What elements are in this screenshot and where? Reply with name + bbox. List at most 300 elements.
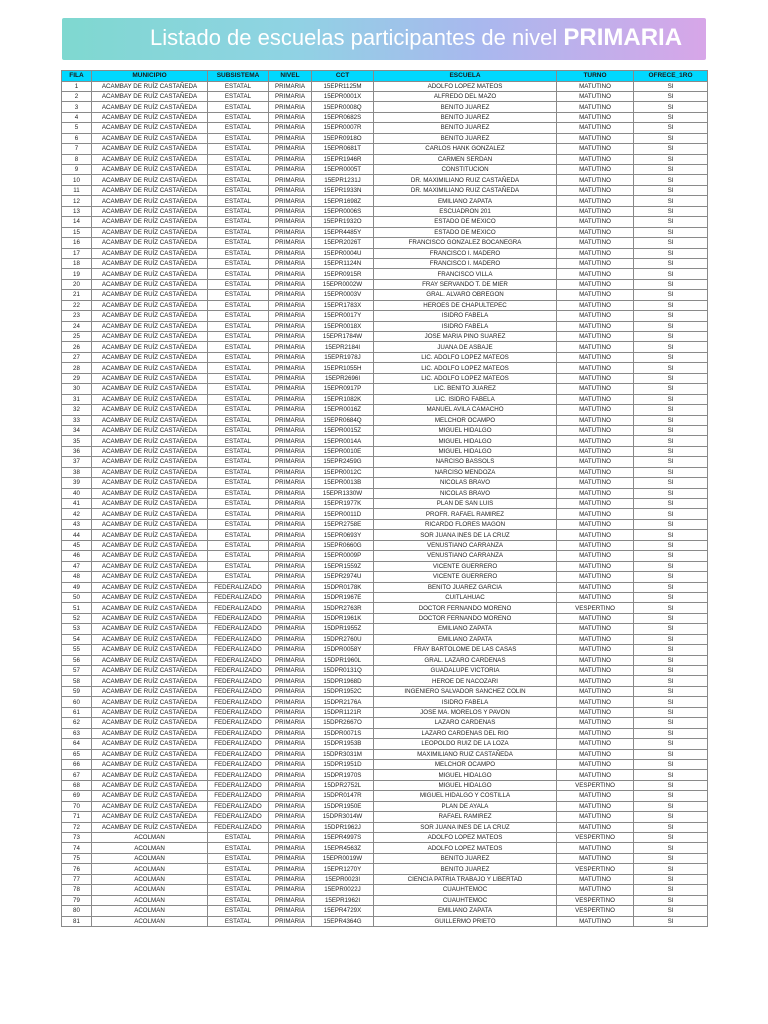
cell-col-turno: VESPERTINO xyxy=(557,906,634,916)
cell-col-fila: 64 xyxy=(62,739,92,749)
cell-col-cct: 15DPR1961K xyxy=(312,613,374,623)
cell-col-subsistema: ESTATAL xyxy=(208,833,269,843)
table-row xyxy=(62,645,708,655)
cell-col-municipio: ACAMBAY DE RUÍZ CASTAÑEDA xyxy=(92,425,208,435)
cell-col-subsistema: FEDERALIZADO xyxy=(208,645,269,655)
table-row xyxy=(62,290,708,300)
table-row xyxy=(62,916,708,926)
table-row xyxy=(62,812,708,822)
cell-col-municipio: ACAMBAY DE RUÍZ CASTAÑEDA xyxy=(92,478,208,488)
cell-col-cct: 15EPR1231J xyxy=(312,175,374,185)
cell-col-subsistema: ESTATAL xyxy=(208,352,269,362)
cell-col-municipio: ACAMBAY DE RUÍZ CASTAÑEDA xyxy=(92,112,208,122)
table-row xyxy=(62,123,708,133)
cell-col-escuela: BENITO JUAREZ GARCIA xyxy=(374,582,557,592)
cell-col-escuela: PROFR. RAFAEL RAMIREZ xyxy=(374,509,557,519)
cell-col-turno: MATUTINO xyxy=(557,613,634,623)
cell-col-ofrece: SI xyxy=(634,780,708,790)
cell-col-cct: 15EPR0681T xyxy=(312,144,374,154)
header-col-turno: TURNO xyxy=(557,71,634,82)
cell-col-escuela: GUADALUPE VICTORIA xyxy=(374,666,557,676)
cell-col-turno: MATUTINO xyxy=(557,175,634,185)
table-row xyxy=(62,833,708,843)
cell-col-municipio: ACAMBAY DE RUÍZ CASTAÑEDA xyxy=(92,592,208,602)
cell-col-municipio: ACAMBAY DE RUÍZ CASTAÑEDA xyxy=(92,175,208,185)
cell-col-municipio: ACAMBAY DE RUÍZ CASTAÑEDA xyxy=(92,561,208,571)
cell-col-turno: MATUTINO xyxy=(557,645,634,655)
cell-col-turno: MATUTINO xyxy=(557,634,634,644)
cell-col-escuela: LAZARO CARDENAS DEL RIO xyxy=(374,728,557,738)
cell-col-municipio: ACAMBAY DE RUÍZ CASTAÑEDA xyxy=(92,582,208,592)
cell-col-nivel: PRIMARIA xyxy=(269,321,312,331)
cell-col-fila: 54 xyxy=(62,634,92,644)
table-row xyxy=(62,874,708,884)
cell-col-nivel: PRIMARIA xyxy=(269,332,312,342)
cell-col-turno: MATUTINO xyxy=(557,269,634,279)
cell-col-turno: MATUTINO xyxy=(557,415,634,425)
cell-col-subsistema: ESTATAL xyxy=(208,425,269,435)
cell-col-nivel: PRIMARIA xyxy=(269,676,312,686)
cell-col-subsistema: ESTATAL xyxy=(208,206,269,216)
table-row xyxy=(62,686,708,696)
cell-col-subsistema: ESTATAL xyxy=(208,91,269,101)
cell-col-ofrece: SI xyxy=(634,916,708,926)
cell-col-municipio: ACAMBAY DE RUÍZ CASTAÑEDA xyxy=(92,290,208,300)
cell-col-subsistema: ESTATAL xyxy=(208,196,269,206)
cell-col-turno: MATUTINO xyxy=(557,791,634,801)
cell-col-subsistema: ESTATAL xyxy=(208,415,269,425)
cell-col-ofrece: SI xyxy=(634,91,708,101)
cell-col-cct: 15EPR0002W xyxy=(312,279,374,289)
cell-col-escuela: RAFAEL RAMIREZ xyxy=(374,812,557,822)
cell-col-escuela: LIC. ADOLFO LOPEZ MATEOS xyxy=(374,352,557,362)
cell-col-fila: 50 xyxy=(62,592,92,602)
table-row xyxy=(62,676,708,686)
cell-col-ofrece: SI xyxy=(634,728,708,738)
cell-col-turno: MATUTINO xyxy=(557,102,634,112)
table-row xyxy=(62,436,708,446)
cell-col-escuela: ISIDRO FABELA xyxy=(374,321,557,331)
cell-col-subsistema: FEDERALIZADO xyxy=(208,728,269,738)
title-prefix: Listado de escuelas participantes de nivel xyxy=(150,25,558,50)
cell-col-ofrece: SI xyxy=(634,279,708,289)
cell-col-fila: 47 xyxy=(62,561,92,571)
cell-col-ofrece: SI xyxy=(634,311,708,321)
cell-col-nivel: PRIMARIA xyxy=(269,290,312,300)
cell-col-escuela: FRANCISCO I. MADERO xyxy=(374,258,557,268)
cell-col-fila: 25 xyxy=(62,332,92,342)
cell-col-nivel: PRIMARIA xyxy=(269,154,312,164)
cell-col-turno: MATUTINO xyxy=(557,342,634,352)
cell-col-subsistema: ESTATAL xyxy=(208,572,269,582)
table-row xyxy=(62,91,708,101)
cell-col-turno: MATUTINO xyxy=(557,467,634,477)
cell-col-municipio: ACAMBAY DE RUÍZ CASTAÑEDA xyxy=(92,519,208,529)
cell-col-turno: MATUTINO xyxy=(557,425,634,435)
cell-col-escuela: JOSE MA. MORELOS Y PAVON xyxy=(374,707,557,717)
cell-col-ofrece: SI xyxy=(634,759,708,769)
table-row xyxy=(62,519,708,529)
cell-col-nivel: PRIMARIA xyxy=(269,499,312,509)
cell-col-nivel: PRIMARIA xyxy=(269,405,312,415)
cell-col-nivel: PRIMARIA xyxy=(269,81,312,91)
cell-col-subsistema: ESTATAL xyxy=(208,258,269,268)
table-row xyxy=(62,112,708,122)
cell-col-cct: 15DPR1121R xyxy=(312,707,374,717)
cell-col-escuela: RICARDO FLORES MAGON xyxy=(374,519,557,529)
cell-col-turno: MATUTINO xyxy=(557,582,634,592)
cell-col-municipio: ACAMBAY DE RUÍZ CASTAÑEDA xyxy=(92,144,208,154)
cell-col-municipio: ACAMBAY DE RUÍZ CASTAÑEDA xyxy=(92,123,208,133)
cell-col-cct: 15EPR0918O xyxy=(312,133,374,143)
cell-col-turno: MATUTINO xyxy=(557,666,634,676)
cell-col-escuela: VICENTE GUERRERO xyxy=(374,561,557,571)
header-col-escuela: ESCUELA xyxy=(374,71,557,82)
cell-col-subsistema: FEDERALIZADO xyxy=(208,801,269,811)
cell-col-nivel: PRIMARIA xyxy=(269,248,312,258)
cell-col-nivel: PRIMARIA xyxy=(269,843,312,853)
cell-col-fila: 4 xyxy=(62,112,92,122)
cell-col-subsistema: ESTATAL xyxy=(208,436,269,446)
cell-col-municipio: ACAMBAY DE RUÍZ CASTAÑEDA xyxy=(92,300,208,310)
cell-col-municipio: ACAMBAY DE RUÍZ CASTAÑEDA xyxy=(92,812,208,822)
cell-col-ofrece: SI xyxy=(634,540,708,550)
cell-col-cct: 15EPR0018X xyxy=(312,321,374,331)
cell-col-turno: MATUTINO xyxy=(557,165,634,175)
cell-col-fila: 37 xyxy=(62,457,92,467)
cell-col-nivel: PRIMARIA xyxy=(269,112,312,122)
cell-col-cct: 15EPR0009P xyxy=(312,551,374,561)
cell-col-cct: 15EPR1330W xyxy=(312,488,374,498)
cell-col-fila: 62 xyxy=(62,718,92,728)
cell-col-turno: MATUTINO xyxy=(557,91,634,101)
cell-col-cct: 15DPR1951D xyxy=(312,759,374,769)
cell-col-nivel: PRIMARIA xyxy=(269,457,312,467)
cell-col-escuela: HEROES DE CHAPULTEPEC xyxy=(374,300,557,310)
cell-col-escuela: ALFREDO DEL MAZO xyxy=(374,91,557,101)
cell-col-ofrece: SI xyxy=(634,248,708,258)
cell-col-escuela: MIGUEL HIDALGO Y COSTILLA xyxy=(374,791,557,801)
cell-col-nivel: PRIMARIA xyxy=(269,279,312,289)
cell-col-nivel: PRIMARIA xyxy=(269,666,312,676)
cell-col-fila: 5 xyxy=(62,123,92,133)
cell-col-ofrece: SI xyxy=(634,185,708,195)
cell-col-fila: 66 xyxy=(62,759,92,769)
cell-col-municipio: ACAMBAY DE RUÍZ CASTAÑEDA xyxy=(92,728,208,738)
cell-col-subsistema: ESTATAL xyxy=(208,373,269,383)
table-row xyxy=(62,196,708,206)
table-row xyxy=(62,394,708,404)
cell-col-ofrece: SI xyxy=(634,697,708,707)
cell-col-municipio: ACAMBAY DE RUÍZ CASTAÑEDA xyxy=(92,759,208,769)
cell-col-municipio: ACAMBAY DE RUÍZ CASTAÑEDA xyxy=(92,572,208,582)
cell-col-municipio: ACAMBAY DE RUÍZ CASTAÑEDA xyxy=(92,269,208,279)
cell-col-escuela: CIENCIA PATRIA TRABAJO Y LIBERTAD xyxy=(374,874,557,884)
cell-col-subsistema: ESTATAL xyxy=(208,540,269,550)
table-row xyxy=(62,478,708,488)
cell-col-municipio: ACAMBAY DE RUÍZ CASTAÑEDA xyxy=(92,540,208,550)
cell-col-fila: 16 xyxy=(62,238,92,248)
cell-col-nivel: PRIMARIA xyxy=(269,540,312,550)
cell-col-fila: 73 xyxy=(62,833,92,843)
cell-col-escuela: BENITO JUAREZ xyxy=(374,133,557,143)
cell-col-nivel: PRIMARIA xyxy=(269,185,312,195)
cell-col-municipio: ACAMBAY DE RUÍZ CASTAÑEDA xyxy=(92,332,208,342)
cell-col-fila: 38 xyxy=(62,467,92,477)
cell-col-cct: 15EPR0017Y xyxy=(312,311,374,321)
cell-col-ofrece: SI xyxy=(634,592,708,602)
cell-col-cct: 15EPR2758E xyxy=(312,519,374,529)
table-row xyxy=(62,906,708,916)
cell-col-turno: MATUTINO xyxy=(557,123,634,133)
cell-col-turno: MATUTINO xyxy=(557,258,634,268)
cell-col-nivel: PRIMARIA xyxy=(269,91,312,101)
cell-col-fila: 45 xyxy=(62,540,92,550)
table-row xyxy=(62,707,708,717)
header-row xyxy=(62,71,708,82)
table-row xyxy=(62,311,708,321)
cell-col-fila: 31 xyxy=(62,394,92,404)
cell-col-turno: MATUTINO xyxy=(557,394,634,404)
cell-col-fila: 78 xyxy=(62,885,92,895)
cell-col-escuela: EMILIANO ZAPATA xyxy=(374,624,557,634)
cell-col-cct: 15DPR0058Y xyxy=(312,645,374,655)
cell-col-nivel: PRIMARIA xyxy=(269,812,312,822)
cell-col-turno: MATUTINO xyxy=(557,655,634,665)
cell-col-cct: 15EPR0016Z xyxy=(312,405,374,415)
cell-col-cct: 15EPR1783X xyxy=(312,300,374,310)
cell-col-escuela: MIGUEL HIDALGO xyxy=(374,425,557,435)
cell-col-subsistema: ESTATAL xyxy=(208,342,269,352)
cell-col-fila: 65 xyxy=(62,749,92,759)
cell-col-cct: 15EPR1962I xyxy=(312,895,374,905)
cell-col-escuela: BENITO JUAREZ xyxy=(374,853,557,863)
cell-col-nivel: PRIMARIA xyxy=(269,603,312,613)
cell-col-municipio: ACAMBAY DE RUÍZ CASTAÑEDA xyxy=(92,467,208,477)
title-level: PRIMARIA xyxy=(563,24,683,51)
cell-col-subsistema: FEDERALIZADO xyxy=(208,749,269,759)
cell-col-ofrece: SI xyxy=(634,812,708,822)
cell-col-subsistema: ESTATAL xyxy=(208,446,269,456)
cell-col-turno: MATUTINO xyxy=(557,572,634,582)
cell-col-escuela: MIGUEL HIDALGO xyxy=(374,780,557,790)
cell-col-nivel: PRIMARIA xyxy=(269,206,312,216)
cell-col-subsistema: FEDERALIZADO xyxy=(208,603,269,613)
table-row xyxy=(62,572,708,582)
cell-col-municipio: ACAMBAY DE RUÍZ CASTAÑEDA xyxy=(92,196,208,206)
table-row xyxy=(62,885,708,895)
cell-col-ofrece: SI xyxy=(634,415,708,425)
cell-col-ofrece: SI xyxy=(634,645,708,655)
cell-col-escuela: INGENIERO SALVADOR SANCHEZ COLIN xyxy=(374,686,557,696)
cell-col-municipio: ACAMBAY DE RUÍZ CASTAÑEDA xyxy=(92,311,208,321)
table-row xyxy=(62,770,708,780)
cell-col-escuela: LIC. ISIDRO FABELA xyxy=(374,394,557,404)
cell-col-ofrece: SI xyxy=(634,425,708,435)
cell-col-turno: MATUTINO xyxy=(557,478,634,488)
cell-col-turno: MATUTINO xyxy=(557,718,634,728)
table-row xyxy=(62,634,708,644)
cell-col-nivel: PRIMARIA xyxy=(269,311,312,321)
cell-col-fila: 49 xyxy=(62,582,92,592)
cell-col-municipio: ACAMBAY DE RUÍZ CASTAÑEDA xyxy=(92,551,208,561)
cell-col-nivel: PRIMARIA xyxy=(269,436,312,446)
cell-col-municipio: ACAMBAY DE RUÍZ CASTAÑEDA xyxy=(92,707,208,717)
cell-col-turno: MATUTINO xyxy=(557,238,634,248)
cell-col-turno: MATUTINO xyxy=(557,81,634,91)
cell-col-ofrece: SI xyxy=(634,895,708,905)
cell-col-escuela: ADOLFO LOPEZ MATEOS xyxy=(374,833,557,843)
cell-col-fila: 36 xyxy=(62,446,92,456)
cell-col-cct: 15EPR4997S xyxy=(312,833,374,843)
cell-col-subsistema: ESTATAL xyxy=(208,175,269,185)
cell-col-escuela: ESCUADRON 201 xyxy=(374,206,557,216)
cell-col-escuela: FRANCISCO I. MADERO xyxy=(374,248,557,258)
cell-col-nivel: PRIMARIA xyxy=(269,780,312,790)
cell-col-cct: 15EPR2184I xyxy=(312,342,374,352)
cell-col-escuela: LIC. BENITO JUAREZ xyxy=(374,384,557,394)
cell-col-cct: 15EPR0012C xyxy=(312,467,374,477)
cell-col-escuela: PLAN DE SAN LUIS xyxy=(374,499,557,509)
cell-col-nivel: PRIMARIA xyxy=(269,739,312,749)
cell-col-escuela: EMILIANO ZAPATA xyxy=(374,634,557,644)
cell-col-subsistema: ESTATAL xyxy=(208,227,269,237)
cell-col-fila: 43 xyxy=(62,519,92,529)
cell-col-cct: 15EPR1125M xyxy=(312,81,374,91)
cell-col-ofrece: SI xyxy=(634,707,708,717)
cell-col-municipio: ACAMBAY DE RUÍZ CASTAÑEDA xyxy=(92,258,208,268)
cell-col-cct: 15DPR1952C xyxy=(312,686,374,696)
table-row xyxy=(62,530,708,540)
cell-col-subsistema: ESTATAL xyxy=(208,916,269,926)
cell-col-escuela: MANUEL AVILA CAMACHO xyxy=(374,405,557,415)
cell-col-escuela: MELCHOR OCAMPO xyxy=(374,415,557,425)
table-row xyxy=(62,801,708,811)
cell-col-nivel: PRIMARIA xyxy=(269,874,312,884)
cell-col-ofrece: SI xyxy=(634,165,708,175)
cell-col-cct: 15EPR1946R xyxy=(312,154,374,164)
cell-col-nivel: PRIMARIA xyxy=(269,165,312,175)
cell-col-turno: MATUTINO xyxy=(557,185,634,195)
cell-col-cct: 15DPR2667O xyxy=(312,718,374,728)
cell-col-municipio: ACAMBAY DE RUÍZ CASTAÑEDA xyxy=(92,457,208,467)
cell-col-turno: MATUTINO xyxy=(557,154,634,164)
cell-col-municipio: ACAMBAY DE RUÍZ CASTAÑEDA xyxy=(92,791,208,801)
cell-col-nivel: PRIMARIA xyxy=(269,833,312,843)
cell-col-turno: MATUTINO xyxy=(557,676,634,686)
table-row xyxy=(62,165,708,175)
cell-col-municipio: ACAMBAY DE RUÍZ CASTAÑEDA xyxy=(92,686,208,696)
cell-col-nivel: PRIMARIA xyxy=(269,572,312,582)
cell-col-municipio: ACAMBAY DE RUÍZ CASTAÑEDA xyxy=(92,739,208,749)
cell-col-subsistema: ESTATAL xyxy=(208,321,269,331)
cell-col-subsistema: ESTATAL xyxy=(208,332,269,342)
cell-col-ofrece: SI xyxy=(634,603,708,613)
cell-col-turno: MATUTINO xyxy=(557,874,634,884)
cell-col-ofrece: SI xyxy=(634,561,708,571)
cell-col-escuela: BENITO JUAREZ xyxy=(374,123,557,133)
cell-col-cct: 15DPR1967E xyxy=(312,592,374,602)
cell-col-subsistema: ESTATAL xyxy=(208,269,269,279)
cell-col-fila: 81 xyxy=(62,916,92,926)
table-body xyxy=(62,81,708,926)
table-row xyxy=(62,373,708,383)
cell-col-cct: 15EPR0008Q xyxy=(312,102,374,112)
cell-col-municipio: ACAMBAY DE RUÍZ CASTAÑEDA xyxy=(92,363,208,373)
cell-col-turno: MATUTINO xyxy=(557,801,634,811)
cell-col-municipio: ACAMBAY DE RUÍZ CASTAÑEDA xyxy=(92,154,208,164)
cell-col-cct: 15DPR1962J xyxy=(312,822,374,832)
table-row xyxy=(62,853,708,863)
cell-col-ofrece: SI xyxy=(634,332,708,342)
cell-col-ofrece: SI xyxy=(634,196,708,206)
cell-col-cct: 15EPR1784W xyxy=(312,332,374,342)
cell-col-turno: MATUTINO xyxy=(557,561,634,571)
table-row xyxy=(62,321,708,331)
cell-col-fila: 26 xyxy=(62,342,92,352)
table-row xyxy=(62,780,708,790)
cell-col-ofrece: SI xyxy=(634,739,708,749)
cell-col-escuela: CARMEN SERDAN xyxy=(374,154,557,164)
cell-col-cct: 15EPR1270Y xyxy=(312,864,374,874)
cell-col-ofrece: SI xyxy=(634,206,708,216)
cell-col-municipio: ACAMBAY DE RUÍZ CASTAÑEDA xyxy=(92,217,208,227)
cell-col-turno: MATUTINO xyxy=(557,853,634,863)
cell-col-fila: 42 xyxy=(62,509,92,519)
cell-col-nivel: PRIMARIA xyxy=(269,906,312,916)
cell-col-municipio: ACOLMAN xyxy=(92,895,208,905)
cell-col-subsistema: ESTATAL xyxy=(208,81,269,91)
cell-col-municipio: ACAMBAY DE RUÍZ CASTAÑEDA xyxy=(92,780,208,790)
cell-col-ofrece: SI xyxy=(634,791,708,801)
cell-col-ofrece: SI xyxy=(634,634,708,644)
cell-col-municipio: ACAMBAY DE RUÍZ CASTAÑEDA xyxy=(92,352,208,362)
cell-col-turno: MATUTINO xyxy=(557,551,634,561)
cell-col-municipio: ACOLMAN xyxy=(92,885,208,895)
cell-col-cct: 15EPR0019W xyxy=(312,853,374,863)
table-row xyxy=(62,363,708,373)
cell-col-municipio: ACAMBAY DE RUÍZ CASTAÑEDA xyxy=(92,248,208,258)
cell-col-municipio: ACAMBAY DE RUÍZ CASTAÑEDA xyxy=(92,165,208,175)
cell-col-fila: 55 xyxy=(62,645,92,655)
table-row xyxy=(62,613,708,623)
table-row xyxy=(62,624,708,634)
cell-col-cct: 15EPR0693Y xyxy=(312,530,374,540)
cell-col-subsistema: ESTATAL xyxy=(208,561,269,571)
cell-col-nivel: PRIMARIA xyxy=(269,582,312,592)
cell-col-escuela: CUAUHTEMOC xyxy=(374,885,557,895)
cell-col-cct: 15EPR1932O xyxy=(312,217,374,227)
cell-col-escuela: NARCISO MENDOZA xyxy=(374,467,557,477)
cell-col-nivel: PRIMARIA xyxy=(269,258,312,268)
cell-col-subsistema: FEDERALIZADO xyxy=(208,770,269,780)
table-row xyxy=(62,728,708,738)
cell-col-cct: 15EPR0011D xyxy=(312,509,374,519)
cell-col-turno: MATUTINO xyxy=(557,405,634,415)
cell-col-fila: 32 xyxy=(62,405,92,415)
cell-col-municipio: ACAMBAY DE RUÍZ CASTAÑEDA xyxy=(92,436,208,446)
cell-col-subsistema: ESTATAL xyxy=(208,885,269,895)
cell-col-escuela: LIC. ADOLFO LOPEZ MATEOS xyxy=(374,363,557,373)
cell-col-turno: MATUTINO xyxy=(557,759,634,769)
cell-col-municipio: ACAMBAY DE RUÍZ CASTAÑEDA xyxy=(92,321,208,331)
cell-col-turno: MATUTINO xyxy=(557,446,634,456)
cell-col-ofrece: SI xyxy=(634,530,708,540)
cell-col-cct: 15EPR2696I xyxy=(312,373,374,383)
cell-col-municipio: ACAMBAY DE RUÍZ CASTAÑEDA xyxy=(92,666,208,676)
cell-col-ofrece: SI xyxy=(634,373,708,383)
table-row xyxy=(62,238,708,248)
